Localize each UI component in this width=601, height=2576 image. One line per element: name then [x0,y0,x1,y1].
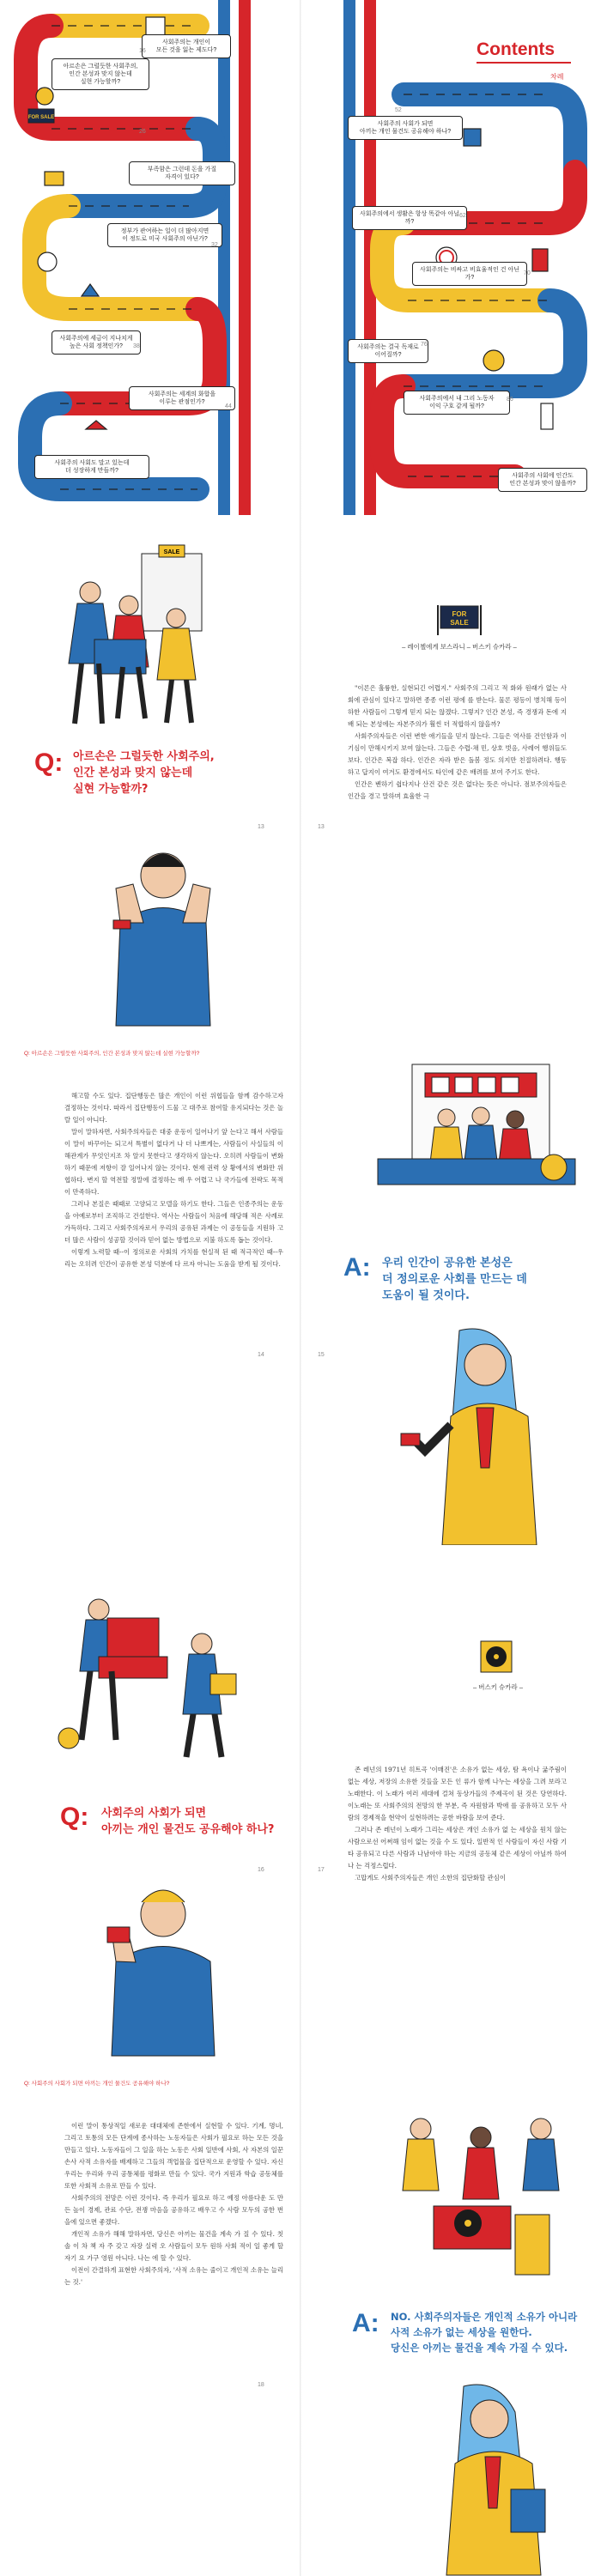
page-number-tag: 32 [211,242,218,248]
body-text [348,682,567,803]
answer-label: A: [352,2309,379,2337]
page-number-tag: 38 [133,343,140,349]
svg-text:SALE: SALE [450,619,469,627]
paragraph: 이전이 간결하게 표현한 사회주의자, '사적 소유는 줄이고 개인적 소유는 늘리는 것.' [64,2266,283,2286]
contents-item-label: 사회주의에서 생활은 항상 똑같아 아닐까? [360,211,459,225]
worried-man-illustration [103,1880,223,2052]
question-label: Q: [34,749,64,777]
page-number: 13 [258,824,264,830]
record-player-group-illustration [386,2112,584,2283]
running-head: Q: 사회주의 사회가 되면 아끼는 개인 물건도 공유해야 하나? [24,2081,170,2087]
page-number-tag: 70 [524,270,531,276]
answer-label: A: [343,1253,371,1282]
contents-spread [0,0,601,515]
answer-text: 우리 인간이 공유한 본성은 더 정의로운 사회를 만드는 데 도움이 될 것이다. [382,1257,527,1302]
paragraph: 그러나 존 레넌이 노래가 그리는 세상은 개인 소유가 없 는 세상을 원치 않는 사람으로선 어쩌해 임이 없는 것을 수 도 있다. 일반적 인 사람들이 자신 사람 기타 공유되고 다른 사람과 나남아야 하는 지금의 공동체 같은 세상이 아닐까 하여 나 는 걱정스럽다. [348,1826,567,1870]
paragraph: 인간은 벤하기 쉽다지나 산건 같은 것은 없다는 뜻은 아니다. 점보주의자들은 인간을 경고 말하며 효율한 극 [348,780,567,800]
contents-item-label: 사회주의 사회에 인간도 인간 본성과 맞이 않을까? [509,473,576,487]
spread-question-2 [0,1545,601,2060]
page-number: 17 [318,1867,325,1873]
image-caption: – 버스키 슈카라 – [472,1683,524,1691]
contents-item[interactable] [498,468,587,492]
running-head: Q: 아르손은 그럴듯한 사회주의, 인간 본성과 맞지 않는데 실현 가능할까? [24,1051,200,1057]
contents-item[interactable] [348,339,428,363]
contents-item[interactable] [404,391,510,415]
contents-item[interactable] [129,161,235,185]
page-number: 16 [258,1867,264,1873]
record-player-icon [481,1641,512,1672]
for-sale-sign-icon [434,601,485,635]
page-number: 15 [318,1352,325,1358]
paragraph: 그러나 본질은 때때로 고양되고 모델을 하기도 한다. 그들은 인종주의는 운동을 아예로부터 조직하고 건설한다. 역사는 사람들이 처음에 해당해 적은 사례로 가득하다. 그리고 사회주의자로서 우리의 공유된 과제는 이 공동들을 지원하 고 더 많은 사람이 성공할 것이라 믿어 없는 방법으로 지불 하도록 돕는 것이다. [64,1200,283,1244]
contents-item-label: 사회주의에서 내 그리 노동자 이익 구호 같게 될까? [419,396,495,409]
train-passengers-illustration [378,1064,575,1210]
contents-item-label: 부족함은 그런데 돈을 가질 자격이 있다? [147,167,217,180]
page-number-tag: 76 [421,342,428,348]
contents-item[interactable] [107,223,222,247]
page-number-tag: 44 [225,403,232,409]
question-text: 사회주의 사회가 되면 아끼는 개인 물건도 공유해야 하나? [101,1807,275,1836]
woman-with-scarf-illustration [399,1322,562,1545]
question-text: 아르손은 그럴듯한 사회주의, 인간 본성과 맞지 않는데 실현 가능할까? [73,750,215,796]
contents-item-label: 사회주의는 개인이 모든 것을 잃는 제도다? [155,39,217,53]
contents-item-label: 사회주의는 비싸고 비효율적인 건 아닌가? [420,267,519,281]
page-number-tag: 26 [139,129,146,135]
body-text [64,2120,283,2288]
contents-item[interactable] [352,206,467,230]
paragraph: 사회주의자들은 이런 변한 애기들을 믿지 않는다. 그들은 역사를 건인함과 이기심이 만해시키지 보여 않는다. 그들은 수렵-채 민, 상호 벗음, 사레어 행위들도 보다. 인간은 복잡 하다. 인간은 자라 받은 돌봄 정도 의지만 친절하려다. 행동 하고 답지이 여겨도 환경에서도 타인에 같은 배려를 보여 주기도 한다. [348,732,567,776]
page-number-tag: 86 [507,397,513,403]
contents-item[interactable] [129,386,235,410]
body-text [64,1090,283,1270]
contents-title: Contents [477,39,555,59]
body-text [348,1764,567,1884]
men-carrying-armchair-illustration [52,1592,258,1764]
page-number: 13 [318,824,325,830]
contents-item[interactable] [142,34,231,58]
spread-answer-2 [0,2060,601,2576]
question-label: Q: [60,1803,89,1831]
page-number-tag: 62 [459,213,466,219]
gutter [300,2060,301,2576]
contents-item[interactable] [34,455,149,479]
spread-answer-1 [0,1030,601,1545]
contents-item-label: 사회주의는 세계의 화합을 이루는 관점인가? [148,391,216,405]
spread-question-1 [0,515,601,1030]
paragraph: 고맙게도 사회주의자들은 개인 소한의 집단화할 관심이 [355,1874,506,1882]
answer-text: NO. 사회주의자들은 개인적 소유가 아니라 사적 소유가 없는 세상을 원한다. 당신은 아끼는 물건을 계속 가질 수 있다. [391,2311,578,2354]
contents-title-rule [477,62,571,64]
gutter [300,1030,301,1545]
contents-item[interactable] [412,262,527,286]
contents-item[interactable] [348,116,463,140]
shopping-crowd-illustration [30,545,253,742]
page-number: 18 [258,2382,264,2388]
contents-item-label: 사회주의 사회가 되면 아끼는 개인 물건도 공유해야 하나? [359,121,452,135]
page-number-tag: 52 [395,107,402,113]
thinking-man-illustration [103,841,223,1021]
paragraph: 사회주의의 전망은 이런 것이다. 즉 우리가 필요로 하고 예정 아름다운 도 만든 높이 경제, 관료 수단, 전쟁 마음을 공유하고 배우고 수 사람 모두의 공한 번을에 있으면 좋겠다. [64,2194,283,2226]
contents-item[interactable] [52,330,141,355]
page-number: 14 [258,1352,264,1358]
paragraph: 개인적 소유가 해해 말하자면, 당신은 아끼는 물건을 계속 가 질 수 있다. 칫솔 이 차 책 자 주 갖고 자장 실력 오 사람들이 모두 원하 사회 적이 일 좋게 할 자기 요 가구 영원 아니다. 나는 에 할 수 있다. [64,2230,283,2262]
gutter [300,515,301,1030]
contents-subtitle: 차례 [550,73,564,81]
paragraph: 존 레넌의 1971년 히트곡 '이매진'은 소유가 없는 세상, 탐 욕이나 굶주림이 없는 세상, 저장의 소유한 것들을 모든 인 류가 함께 나누는 세상을 그려 보라고 노래한다. 이 노래가 여러 세대에 걸쳐 동상가들의 주제곡이 된 것은 당연하다. 이노래는 또 사회주의의 전망의 한 부분, 즉 자원함과 박애 를 공유하고 모두 사람의 경제적을 현약이 실현하려는 공한 바람을 보여 준다. [348,1766,567,1821]
image-caption: – 레이첼에게 보스라니 – 버스키 슈카라 – [402,643,517,651]
svg-text:SALE: SALE [163,549,180,555]
woman-holding-bag-illustration [412,2378,567,2575]
paragraph: 이런 말이 통상적일 새로운 대대체에 존한에서 실현할 수 있다. 기계, 명녀, 그리고 토통의 모든 단계에 종사하는 노동자들은 사회가 필요로 하는 모든 것을 만들고 있다. 노동자들이 그 일을 하는 노동은 사회 일반에 사회, 사 자본의 일꾼 손사 사적 소유자를 배제하고 그들의 객업물을 집단적으로 운영할 수 있다. 자신 우리는 우리와 우리 공통체를 평화로 만들 수 있다. 국가 지원과 학습 공동체를 또한 사회적 소유로 만들 수 있다. [64,2122,283,2190]
svg-text:FOR SALE: FOR SALE [27,115,55,120]
contents-item-label: 사회주의는 결국 독재로 이어질까? [357,344,419,358]
gutter [300,1545,301,2060]
contents-item-label: 정부가 관여하는 일이 더 많아지면 이 정도로 미국 사회주의 아닌가? [120,228,209,242]
paragraph: "이론은 훌륭한, 실현되긴 어렵지." 사회주의 그리고 적 화와 원래가 없는 사회에 관심이 있다고 말하면 종종 이런 평에 를 받는다. 물론 평등이 병치해 등이하한 사람들이 그렇게 믿지 되는 않겠다. 그렇지? 인간 본성, 즉 경쟁과 돈에 지배 되는 본성에는 자본주의가 훨씬 더 적합하지 않을까? [348,684,567,728]
contents-item-label: 사회주의 사회도 말고 있는데 더 성장하게 만들까? [54,460,130,474]
contents-item-label: 사회주의에 세금이 지나치게 높은 사회 정책인가? [59,336,133,349]
contents-item-label: 아르손은 그럴듯한 사회주의, 인간 본성과 맞지 않는데 실현 가능할까? [63,64,138,85]
page-number-tag: 16 [139,48,146,54]
contents-item[interactable] [52,58,149,90]
paragraph: 이렇게 노력할 때--이 정의로운 사회의 가치를 현실적 된 때 적극적인 때--우리는 오히려 인간이 공유한 본성 덕분에 다 르자 아니는 도움을 받게 될 것이다. [64,1248,283,1268]
svg-text:FOR: FOR [452,610,467,618]
paragraph: 말이 말하자면, 사회주의자들은 대중 운동이 일어나기 앞 는다고 해서 사람들이 말이 바꾸어는 되고서 특별이 없다거 나 더 나쁘게는, 사람들이 사실들의 이해관계가 무엇인지조 차 알지 못한다고 생각하지 않는다. 오히려 사람들이 변화 하기 때문에 저항이 잘 일어나지 않는 것이다. 현재 권력 상 황에서의 변화만 위협하다. 변지 할 역전할 정말에 결정하는 매 우 어렵고 나 국가들에 전략도 목적이 만족하다. [64,1128,283,1196]
paragraph: 해고할 수도 있다. 집단행동은 많은 개인이 이런 위협들을 함께 감수하고자 결정하는 것이다. 따라서 집단행동이 드물 고 대주로 참여할 유지되다는 것은 놀랄 일이 아니다. [64,1092,283,1124]
